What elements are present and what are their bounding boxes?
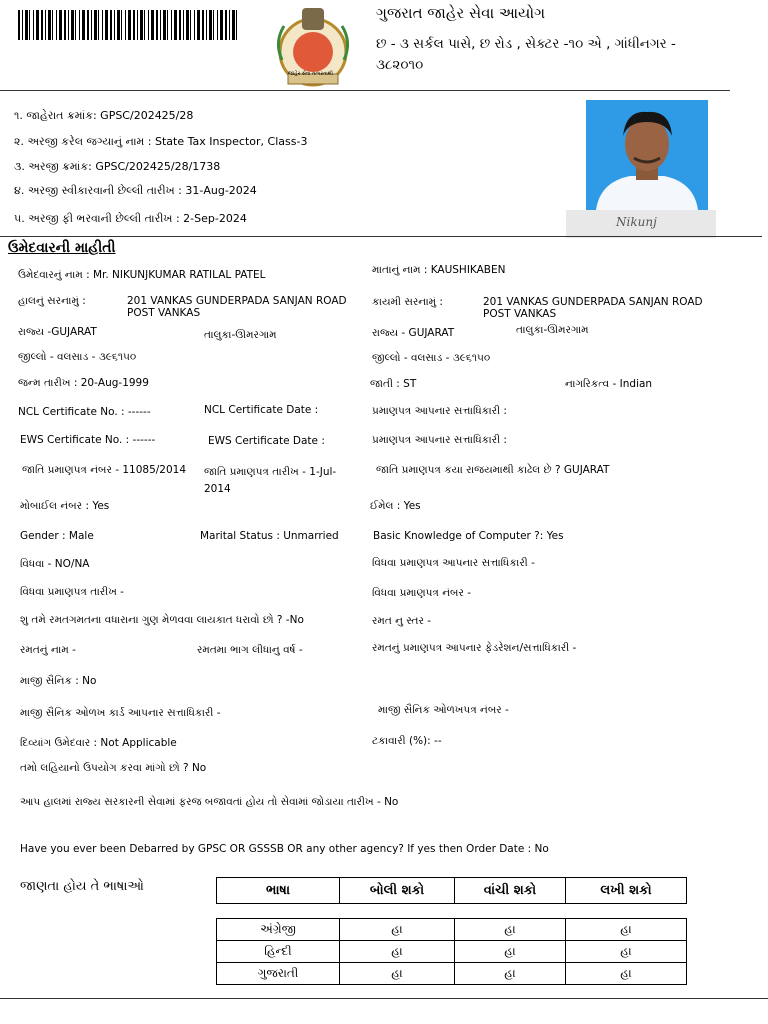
speak-cell: હા bbox=[340, 963, 455, 985]
ews-certificate-no: EWS Certificate No. : ------ bbox=[20, 434, 156, 446]
ews-authority: પ્રમાણપત્ર આપનાર સત્તાધિકારી : bbox=[372, 434, 507, 446]
widow-certificate-no: વિધવા પ્રમાણપત્ર નંબર - bbox=[372, 587, 472, 599]
writer-question: તમો લહિયાનો ઉપયોગ કરવા માંગો છો ? No bbox=[20, 762, 207, 774]
sport-name: રમતનું નામ - bbox=[20, 644, 76, 656]
mother-name: માતાનું નામ : KAUSHIKABEN bbox=[372, 264, 506, 276]
languages-header-table bbox=[216, 877, 687, 904]
current-address-label: હાલનું સરનામું : bbox=[18, 295, 86, 307]
language-cell: અંગ્રેજી bbox=[217, 919, 340, 941]
table-row bbox=[217, 963, 687, 985]
ncl-authority: પ્રમાણપત્ર આપનાર સત્તાધિકારી : bbox=[372, 405, 507, 417]
widow: વિધવા - NO/NA bbox=[20, 558, 90, 570]
language-cell: ગુજરાતી bbox=[217, 963, 340, 985]
candidate-photo bbox=[586, 100, 708, 210]
district-current: જીલ્લો - વલસાડ - ૩૯૬૧૫૦ bbox=[18, 351, 137, 363]
header-speak: બોલી શકો bbox=[340, 878, 455, 904]
barcode bbox=[18, 10, 240, 40]
speak-cell: હા bbox=[340, 919, 455, 941]
sports-level: રમત નુ સ્તર - bbox=[372, 615, 432, 627]
ex-serviceman-card-authority: માજી સૈનિક ઓળખ કાર્ડ આપનાર સત્તાધિકારી - bbox=[20, 707, 221, 719]
gender: Gender : Male bbox=[20, 530, 94, 542]
taluka-current: તાલુકા-ઊમરગામ bbox=[204, 329, 277, 341]
computer-knowledge: Basic Knowledge of Computer ?: Yes bbox=[373, 530, 564, 542]
debarred-question: Have you ever been Debarred by GPSC OR GSSSB OR any other agency? If yes then Order Date : No bbox=[20, 843, 549, 855]
write-cell: હા bbox=[566, 919, 687, 941]
state-current: રાજ્ય -GUJARAT bbox=[18, 326, 97, 338]
ncl-certificate-no: NCL Certificate No. : ------ bbox=[18, 406, 151, 418]
table-row bbox=[217, 941, 687, 963]
permanent-address: 201 VANKAS GUNDERPADA SANJAN ROAD POST VANKAS bbox=[483, 296, 703, 320]
speak-cell: હા bbox=[340, 941, 455, 963]
org-name: ગુજરાત જાહેર સેવા આયોગ bbox=[376, 4, 546, 22]
read-cell: હા bbox=[455, 919, 566, 941]
nationality: નાગરિકત્વ - Indian bbox=[565, 378, 653, 390]
mobile: મોબાઈલ નંબર : Yes bbox=[20, 500, 110, 512]
ncl-certificate-date: NCL Certificate Date : bbox=[204, 404, 319, 416]
header-divider bbox=[0, 90, 730, 91]
caste-certificate-no: જાતિ પ્રમાણપત્ર નંબર - 11085/2014 bbox=[22, 464, 187, 476]
caste: જાતી : ST bbox=[370, 378, 417, 390]
org-address: છ - ૩ સર્કલ પાસે, છ રોડ , સેક્ટર -૧૦ એ , ગાંધીનગર - ૩૮૨૦૧૦ bbox=[376, 36, 676, 73]
caste-certificate-date: જાતિ પ્રમાણપત્ર તારીખ - 1-Jul-2014 bbox=[204, 466, 337, 495]
header-language: ભાષા bbox=[217, 878, 340, 904]
sports-question: શુ તમે રમતગમતના વધારાના ગુણ મેળવવા લાયકાત ધરાવો છો ? -No bbox=[20, 614, 304, 626]
write-cell: હા bbox=[566, 941, 687, 963]
ews-certificate-date: EWS Certificate Date : bbox=[208, 435, 325, 447]
email: ઈમેલ : Yes bbox=[370, 500, 421, 512]
date-of-birth: જન્મ તારીખ : 20-Aug-1999 bbox=[18, 377, 149, 389]
disabled-candidate: દિવ્યાંગ ઉમેદવાર : Not Applicable bbox=[20, 737, 177, 749]
header-write: લખી શકો bbox=[566, 878, 687, 904]
table-row bbox=[217, 919, 687, 941]
marital-status: Marital Status : Unmarried bbox=[200, 530, 339, 542]
footer-divider bbox=[0, 998, 768, 999]
section-divider bbox=[0, 236, 762, 237]
languages-title: જાણતા હોય તે ભાષાઓ bbox=[20, 879, 144, 894]
current-address: 201 VANKAS GUNDERPADA SANJAN ROAD POST VANKAS bbox=[127, 295, 347, 319]
table-header-row bbox=[217, 878, 687, 904]
section-title: ઉમેદવારની માહીતી bbox=[8, 240, 116, 256]
widow-authority: વિધવા પ્રમાણપત્ર આપનાર સત્તાધિકારી - bbox=[372, 557, 535, 569]
summary-line: ૩. અરજી ક્રમાંક: GPSC/202425/28/1738 bbox=[14, 160, 221, 173]
sport-year: રમતમા ભાગ લીધાનુ વર્ષ - bbox=[197, 644, 303, 656]
govt-service-question: આપ હાલમાં રાજ્ય સરકારની સેવામાં ફરજ બજાવતાં હોય તો સેવામાં જોડાયા તારીખ - No bbox=[20, 796, 399, 808]
summary-line: ૧. જાહેરાત ક્રમાંક: GPSC/202425/28 bbox=[14, 109, 194, 122]
signature-box bbox=[566, 210, 716, 238]
languages-table bbox=[216, 918, 687, 985]
ex-serviceman-card-no: માજી સૈનિક ઓળખપત્ર નંબર - bbox=[378, 704, 509, 716]
read-cell: હા bbox=[455, 963, 566, 985]
caste-certificate-state: જાતિ પ્રમાણપત્ર કયા રાજયમાથી કાઢેલ છે ? GUJARAT bbox=[376, 464, 610, 476]
summary-line: ૪. અરજી સ્વીકારવાની છેલ્લી તારીખ : 31-Aug-2024 bbox=[14, 184, 257, 197]
percentage: ટકાવારી (%): -- bbox=[372, 735, 442, 747]
read-cell: હા bbox=[455, 941, 566, 963]
logo-caption: જાહેર સેવા તત્પરતાથી bbox=[288, 71, 333, 77]
sport-authority: રમતનું પ્રમાણપત્ર આપનાર ફેડરેશન/સત્તાધિકારી - bbox=[372, 642, 577, 654]
widow-certificate-date: વિધવા પ્રમાણપત્ર તારીખ - bbox=[20, 586, 124, 598]
permanent-address-label: કાયમી સરનામું : bbox=[372, 296, 443, 308]
candidate-name: ઉમેદવારનું નામ : Mr. NIKUNJKUMAR RATILAL PATEL bbox=[18, 269, 266, 281]
summary-line: ૫. અરજી ફી ભરવાની છેલ્લી તારીખ : 2-Sep-2024 bbox=[14, 212, 247, 225]
summary-line: ૨. અરજી કરેલ જગ્યાનું નામ : State Tax Inspector, Class-3 bbox=[14, 135, 308, 148]
write-cell: હા bbox=[566, 963, 687, 985]
ex-serviceman: માજી સૈનિક : No bbox=[20, 675, 97, 687]
district-permanent: જીલ્લો - વલસાડ - ૩૯૬૧૫૦ bbox=[372, 352, 491, 364]
signature: Nikunj bbox=[616, 215, 657, 229]
state-permanent: રાજ્ય - GUJARAT bbox=[372, 327, 455, 339]
header-read: વાંચી શકો bbox=[455, 878, 566, 904]
language-cell: હિન્દી bbox=[217, 941, 340, 963]
taluka-permanent: તાલુકા-ઊમરગામ bbox=[516, 324, 589, 336]
